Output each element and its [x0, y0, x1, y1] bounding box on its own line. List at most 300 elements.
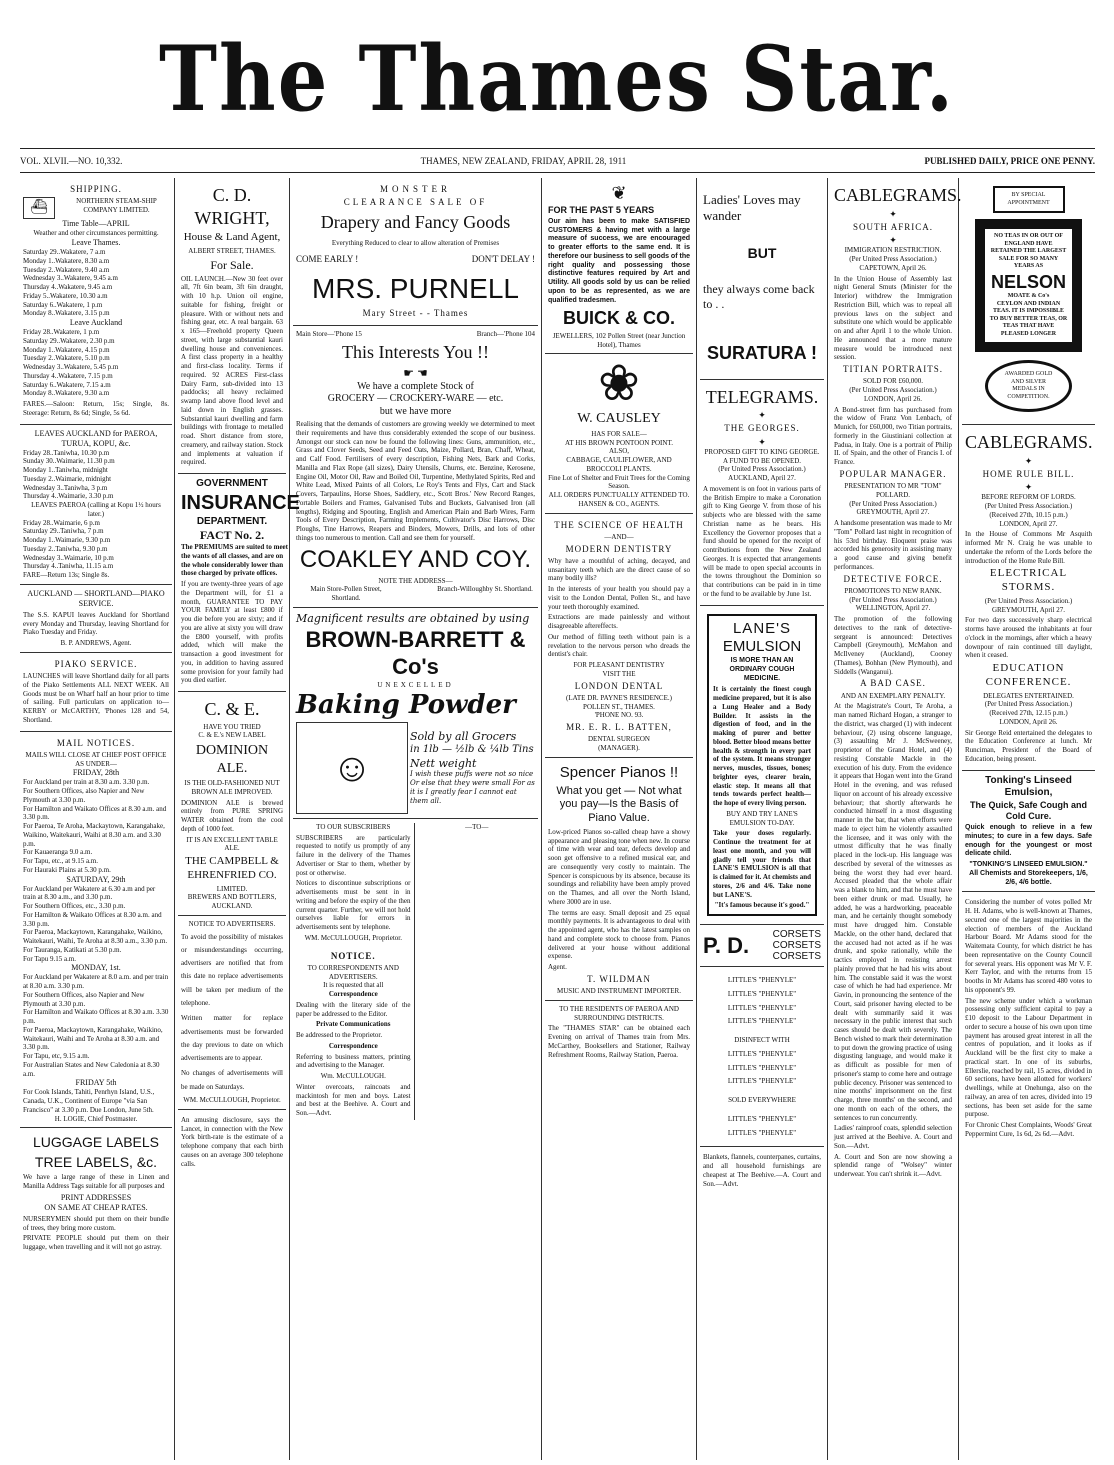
column-agents [178, 178, 300, 1460]
dateline-label: GREYMOUTH, April 27. [856, 508, 930, 517]
body-text: If you are twenty-three years of age the Department will, for £1 a month, GUARANTEE TO PAY YOUR FAMILY at least £800 if you die before you are sixty; and if you are alive at sixty you will draw the £800 yourself, with profits added, which will make the transaction a good investment for you, in addition to having assured some provision for your family had you died earlier. [181, 580, 283, 685]
section-heading: NOTICE TO ADVERTISERS. [188, 919, 276, 928]
subheadline: BEFORE REFORM OF LORDS. [981, 493, 1076, 502]
mail-line: For Tapu, etc, 9.15 a.m. [23, 1052, 90, 1060]
ad-line: LITTLE'S "PHENYLE" [727, 1128, 797, 1137]
ad-subheading: FACT No. 2. [199, 528, 265, 542]
column-cablegrams-2 [962, 178, 1095, 1460]
ad-line: BREWERS AND BOTTLERS, [187, 893, 277, 902]
sailing-time: Monday 1..Taniwha, midnight [23, 466, 108, 474]
day-heading: SATURDAY, 29th [66, 874, 126, 884]
ad-line: UNEXCELLED [377, 680, 454, 689]
ad-line: VISIT THE [602, 669, 636, 678]
body-text: Winter overcoats, raincoats and mackintosh for men and boys. Latest and best at the Beehive. A. Court and Son.—Advt. [296, 1082, 411, 1117]
news-item [178, 1110, 286, 1175]
body-text: Referring to business matters, printing and advertising to the Manager. [296, 1052, 411, 1070]
sailing-time: Saturday 29..Wakatere, 7 a.m [23, 248, 106, 256]
body-text: Our method of filling teeth without pain is a revelation to the nervous person who dreads the dentist's chair. [548, 632, 690, 659]
sailing-time: Sunday 30..Waimarie, 11.30 p.m [23, 457, 115, 466]
sailing-time: Wednesday 3..Wakatere, 5.45 p.m [23, 363, 119, 371]
pd-corsets-ad [700, 925, 824, 967]
divider-icon: ✦ [1024, 455, 1033, 466]
ad-line: PRINT ADDRESSES [60, 1192, 132, 1202]
body-text: Why have a mouthful of aching, decayed, and unsanitary teeth which are the direct cause of so many bodily ills? [548, 556, 690, 583]
body-text: A handsome presentation was made to Mr "Tom" Pollard last night in recognition of his 53rd birthday. Eloquent praise was accorded his generosity in assisting many a good cause and giving benefit performances. [834, 519, 952, 571]
body-text: The S.S. KAPUI leaves Auckland for Shortland every Monday and Thursday, leaving Shortland for Piako Tuesday and Friday. [23, 610, 169, 637]
subheading: LEAVES PAEROA (calling at Kopu 1½ hours later.) [31, 501, 161, 518]
volume-number: VOL. XLVII.—NO. 10,332. [20, 156, 123, 166]
ad-heading: BUICK & CO. [563, 308, 675, 329]
place-date: THAMES, NEW ZEALAND, FRIDAY, APRIL 28, 1911 [420, 156, 627, 166]
ad-heading: Drapery and Fancy Goods [320, 211, 511, 232]
dateline-label: GREYMOUTH, April 27. [991, 605, 1066, 614]
column-separator [541, 178, 542, 1460]
ad-heading: Spencer Pianos !! [559, 763, 679, 781]
dateline-rule [20, 172, 1095, 173]
ad-heading: MR. E. R. L. BATTEN, [566, 722, 672, 732]
column-telegrams [700, 178, 824, 1460]
subheading: Leave Auckland [69, 318, 123, 327]
lanes-emulsion-ad [700, 606, 824, 926]
dateline-label: LONDON, April 26. [999, 717, 1058, 726]
ad-line: 'PHONE NO. 93. [594, 711, 644, 720]
ad-heading: LONDON DENTAL [574, 680, 664, 691]
dominion-ale-ad [178, 692, 286, 916]
ad-line: —AND— [604, 532, 634, 541]
ad-heading: BUT [747, 244, 777, 261]
ad-heading: MRS. PURNELL [312, 273, 519, 304]
ad-line: IS THE OLD-FASHIONED NUT BROWN ALE IMPROVED. [184, 779, 280, 796]
signature: HANSEN & CO., AGENTS. [578, 499, 660, 508]
body-text: Extractions are made painlessly and without disagreeable aftereffects. [548, 613, 690, 630]
ad-line: GOVERNMENT [196, 478, 268, 489]
signature: WM. McCULLOUGH, Proprietor. [183, 1096, 281, 1105]
mail-line: For Kauaeranga 9.0 a.m. [23, 848, 93, 857]
body-text: LAUNCHES will leave Shortland daily for all parts of the Piako Settlements ALL NEXT WEEK. All Goods must be on Wharf half an hour prior to time of sailing. Full particulars on application to—KERBY or McCARTHY, 'Phones 128 and 54, Shortland. [23, 672, 169, 724]
section-heading: SHIPPING. [70, 184, 122, 194]
ad-address: Branch-Willoughby St. Shortland. [437, 585, 533, 594]
ad-line: BUY AND TRY LANE'S EMULSION TO-DAY. [726, 809, 798, 827]
dateline [20, 152, 1095, 170]
sailing-time: Monday 8..Wakatere, 9.30 a.m [23, 389, 110, 398]
attribution: (Per United Press Association.) [849, 255, 937, 263]
column-separator [827, 178, 828, 1460]
subheading: LEAVES AUCKLAND for PAEROA, TURUA, KOPU, &c. [34, 428, 158, 448]
divider-icon: ✦ [889, 235, 897, 245]
ad-heading: Tonking's Linseed Emulsion, [985, 774, 1072, 798]
shortland-service [20, 585, 172, 653]
sailing-time: Tuesday 2..Wakatere, 9.40 a.m [23, 265, 110, 274]
column-shipping [20, 178, 172, 1460]
body-text: Quick enough to relieve in a few minutes; to cure in a few days. Safe enough for the youngest or most delicate child. [965, 824, 1092, 858]
ad-line: ALSO, [608, 447, 630, 456]
ad-line: HAVE YOU TRIED [203, 722, 261, 731]
ad-line: the whole considerably lower than [181, 560, 284, 569]
section-heading: PIAKO SERVICE. [54, 658, 138, 669]
ad-line: LITTLE'S "PHENYLE" [727, 1003, 797, 1012]
section-heading: NOTICE. [330, 950, 376, 961]
plant-illustration-icon: ❀ [598, 355, 640, 412]
ad-heading: BROWN-BARRETT & Co's [305, 626, 526, 679]
timetable-title: Time Table—APRIL [62, 219, 130, 229]
section-heading: MAIL NOTICES. [56, 737, 136, 748]
ad-heading: LUGGAGE LABELS [32, 1134, 160, 1151]
ad-heading: THE SCIENCE OF HEALTH [554, 519, 684, 530]
body-text: Realising that the demands of customers are growing weekly we determined to meet their requirements and have thus considerably extended the scope of our business. Amongst our stock can now be found the following lines: Guns, ammunition, etc., Grass and Clover Seeds, Seed and Feed Oats, Maize, Pollard, Bran, Chaff, Wheat, and Calf Food. Fertilisers of every description, Fishing Nets, Bark and Corks, Manilla and Flax Rope (all sizes), Dairy Utensils, Churns, etc. Benzine, Kerosene, Engine Oil, Motor Oil, Raw and Boiled Oil, Turpentine, Methylated Spirits, Red and White Lead, Mixed Paints of all Colors, Le Roy's Tents and Flys, Cart and Stack Covers, Tarpaulins, Horse Shoes, Saddlery, etc., Scott Bros.' New Record Ranges, Portable Boilers and Frames, Galvanised Tubs and Buckets, Galvanised Iron (all lengths), Ridging and Spouting, English and American Plain and Barb Wires, Farm Tools of Every Description, Farming Implements, Cultivator's Disc Harrows, Disc Ploughs, Tine Harrows, Reapers and Binders, Mowers, Drills, and lots of other things too numerous to mention. Call and see them for yourself. [296, 420, 535, 542]
signature: WM. McCULLOUGH, Proprietor. [304, 933, 402, 942]
nelson-tea-ad [962, 178, 1095, 425]
ad-line: DEPARTMENT. [196, 515, 268, 527]
attribution: (Per United Press Association.) [984, 596, 1073, 605]
medal-badge: AWARDED GOLD AND SILVER MEDALS IN COMPETITION. [985, 360, 1072, 412]
subheading: Correspondence [328, 1041, 378, 1050]
ad-line: AT HIS BROWN PONTOON POINT. [565, 438, 673, 447]
sailing-time: Tuesday 2..Wakatere, 5.10 p.m [23, 354, 110, 363]
section-heading: TELEGRAMS. [705, 386, 819, 407]
sailing-time: Monday 1..Wakatere, 8.30 a.m [23, 256, 110, 265]
ad-address: ALBERT STREET, THAMES. [188, 246, 276, 255]
ad-line: LITTLE'S "PHENYLE" [727, 1077, 797, 1086]
ad-heading: Baking Powder [296, 690, 516, 721]
advertisers-notice [178, 916, 286, 1110]
cablegrams-news [831, 178, 962, 1185]
headline: EDUCATION CONFERENCE. [985, 662, 1072, 688]
ad-line: LITTLE'S "PHENYLE" [727, 989, 797, 998]
ad-line: in 1lb — ½lb & ¼lb Tins [410, 744, 534, 755]
headline: THE GEORGES. [724, 423, 800, 434]
ad-line: LITTLE'S "PHENYLE" [727, 1063, 797, 1072]
sailing-time: Saturday 6..Wakatere, 1 p.m [23, 300, 103, 309]
body-text: PRIVATE PEOPLE should put them on their luggage, when travelling and it will not go astray. [23, 1234, 169, 1251]
shipping-notice [20, 178, 172, 425]
sailing-time: Monday 1..Wakatere, 4.15 p.m [23, 345, 110, 354]
subscriber-notices [293, 819, 538, 1124]
sailing-time: Thursday 4..Waimarie, 3.30 p.m [23, 492, 114, 501]
cablegrams-news-2 [962, 425, 1095, 771]
ad-heading: SURATURA ! [707, 343, 817, 363]
ad-heading: C. D. WRIGHT, [194, 185, 270, 228]
ad-line: CORSETS [772, 940, 821, 951]
body-text: The terms are easy. Small deposit and 25 equal monthly payments. It is advantageous to deal with the appointed agent, who has the latest samples on hand and complete stock to choose from. Pianos delivered at your house without additional expense. [548, 908, 690, 961]
paeroa-service [20, 425, 172, 585]
column-cablegrams [831, 178, 962, 1460]
ad-line: GROCERY — CROCKERY-WARE — etc. [327, 393, 504, 404]
weather-note: Weather and other circumstances permitting. [33, 229, 159, 238]
section-heading: CABLEGRAMS. [965, 432, 1093, 452]
body-text: For two days successively sharp electrical storms have aroused the inhabitants at four o'clock in the mornings, after which a heavy downpour of rain continued till daylight, when it ceased. [965, 616, 1092, 660]
divider-icon: ✦ [758, 436, 766, 447]
phone-number: Branch—'Phone 104 [476, 330, 535, 339]
body-text: Notices to discontinue subscriptions or advertisements must be sent in in writing and before the expiry of the then current quarter. Further, we will not hold ourselves liable for errors in advertisements sent by telephone. [296, 879, 411, 931]
sailing-time: Friday 5..Wakatere, 10.30 a.m [23, 291, 108, 300]
received-time: (Received 27th, 10.15 p.m.) [989, 510, 1068, 519]
ad-line: (LATE DR. PAYNE'S RESIDENCE.) [566, 693, 672, 702]
ad-line: DENTAL SURGEON [588, 735, 650, 744]
mail-line: For Auckland per train at 8.30 a.m. 3.30 p.m. [23, 778, 150, 787]
body-text: The "THAMES STAR" can be obtained each Evening on arrival of Thames train from Mrs. McCarthey, Booksellers and Stationer, Railway Refreshment Rooms, Railway Station, Paeroa. [548, 1024, 690, 1059]
ad-line: It is requested that all [323, 981, 384, 990]
received-time: (Received 27th, 12.15 p.m.) [989, 709, 1068, 717]
body-text: An amusing disclosure, says the Lancet, in connection with the New York birth-rate is the estimate of a telephone company that each birth causes on an average 300 telephone calls. [181, 1115, 283, 1168]
attribution: (Per United Press Association.) [718, 465, 806, 474]
body-text: NURSERYMEN should put them on their bundle of trees, they bring more custom. [23, 1214, 169, 1232]
body-text: SUBSCRIBERS are particularly requested to notify us promptly of any failure in the delivery of the Thames Advertiser or Star to them, whether by post or otherwise. [296, 833, 411, 877]
ad-heading: LANE'S [732, 619, 792, 637]
body-text: Take your doses regularly. Continue the treatment for at least one month, and you will gladly tell your friends that LANE'S EMULSION is all that is claimed for it. At chemists and stores, 2/6 and 4/6. Take none but LANE'S. [713, 829, 811, 899]
ad-line: LITTLE'S "PHENYLE" [727, 1114, 797, 1123]
ad-line: The PREMIUMS are suited to meet [181, 543, 288, 551]
fares: FARE—Return 13s; Single 8s. [23, 571, 110, 579]
body-text: A. Court and Son are now showing a splendid range of "Wolsey" winter underwear. You can't shrink it.—Advt. [834, 1152, 952, 1178]
section-heading: TO OUR SUBSCRIBERS [316, 822, 391, 831]
ad-subheading: What you get — Not what you pay—Is the Basis of Piano Value. [556, 784, 682, 824]
insurance-ad [178, 474, 300, 692]
section-heading: —TO— [465, 822, 489, 831]
mail-line: For Hamilton & Waikato Offices at 8.30 a.m. and 3.30 p.m. [23, 910, 162, 928]
ad-line: CLEARANCE SALE OF [343, 197, 488, 208]
ad-line: (MANAGER). [598, 744, 640, 752]
ad-line: MOATE & Co's [1007, 293, 1050, 299]
subscriber-column [296, 823, 415, 1120]
ad-hand-icon: ☛ ☚ [403, 365, 428, 380]
sailing-time: Saturday 29..Taniwha, 7 p.m [23, 527, 104, 536]
ad-address: JEWELLERS, 102 Pollen Street (near Junction Hotel), Thames [552, 331, 686, 349]
masthead-rule [20, 148, 1095, 149]
ad-line: CABBAGE, CAULIFLOWER, AND BROCCOLI PLANTS. [566, 456, 672, 473]
ad-line: POLLEN ST., THAMES. [583, 702, 655, 711]
sailing-time: Thursday 4..Wakatere, 9.45 a.m [23, 283, 113, 291]
column-separator [174, 178, 175, 1460]
attribution: (Per United Press Association.) [984, 502, 1073, 510]
causley-ad [545, 354, 693, 513]
ad-subheading: For Sale. [210, 257, 254, 272]
subheadline: PRESENTATION TO MR "TOM" POLLARD. [844, 482, 942, 499]
mail-line: For Auckland per Wakatere at 6.30 a.m and per train at 8.30 a.m., and 3.30 p.m. [23, 884, 156, 902]
ad-line: the wants of all classes, and are on [181, 551, 284, 560]
ad-line: Magnificent results are obtained by using [296, 611, 530, 625]
ad-heading: EMULSION [722, 638, 802, 656]
subheading: Private Communications [316, 1020, 391, 1029]
body-text: It is certainly the finest cough medicine prepared, but it is also a Lung Healer and a Body Builder. It assists in the digestion of food, and in the making of purer and better blood. Better blood means better health & strength in every part of the system. It means stronger nerves, muscles, tissues, bones; brighter eyes, clearer brain, elastic step. It means all that tends towards perfect health—the hope of every living person. [713, 685, 811, 807]
divider-icon: ✦ [889, 208, 897, 219]
body-text: DOMINION ALE is brewed entirely from PURE SPRING WATER obtained from the cool depth of 1000 feet. [181, 798, 283, 833]
phenyle-ad [700, 967, 824, 1147]
suratura-ad [700, 178, 824, 380]
cook-illustration-icon: ☺ [296, 722, 408, 814]
sailing-time: Thursday 4..Taniwha, 11.15 a.m [23, 562, 114, 571]
dateline-label: AUCKLAND, April 27. [728, 474, 796, 482]
mail-line: For Hauraki Plains at 5.30 p.m. [23, 865, 111, 874]
dateline-label: LONDON, April 26. [864, 394, 922, 403]
sailing-time: Friday 28..Waimarie, 6 p.m [23, 518, 101, 527]
subheadline: A FUND TO BE OPENED. [722, 456, 802, 465]
beehive-ad [700, 1147, 824, 1194]
body-text: Be addressed to the Proprietor. [296, 1031, 383, 1039]
body-text: A Bond-street firm has purchased from the widow of Franz Von Lenbach, of Munich, for £60,000, two Titian portraits, formerly in the Giustiniani collection at Padua, in Italy. One is a portrait of Philip II. of Spain, and the other of Francis I. of France. [834, 405, 952, 466]
ad-line: SOLD EVERYWHERE [728, 1096, 796, 1104]
headline: A BAD CASE. [860, 678, 926, 689]
ad-line: Ladies' Loves may wander [703, 192, 801, 224]
body-text: A movement is on foot in various parts of the British Empire to make a Coronation gift to King George V. from those of his subjects who are blessed with the same Christian name as he bears. His Excellency the Governor proposes that a fund should be opened for the receipt of contributions from the New Zealand Georges. It is expected that arrangements will be made to open special accounts in the towns throughout the Dominion so that contributions can be paid in in time or the fund to be available by June 1st. [703, 484, 821, 598]
ad-line: ALL ORDERS PUNCTUALLY ATTENDED TO. [548, 491, 690, 499]
body-text: The promotion of the following detectives to the rank of detective-sergeant is announced: Detectives Campbell (Greymouth), McMahon and McIlveney (Auckland), Cooney (Thames), Bohhan (New Plymouth), and Siddells (Wanganui). [834, 615, 952, 676]
ad-line: MONSTER [379, 184, 451, 194]
wright-ad [178, 178, 286, 474]
signature: Wm. McCULLOUGH. [320, 1072, 386, 1080]
body-text: In the interests of your health you should pay a visit to the London Dental, Pollen St., and have your teeth thoroughly examined. [548, 585, 690, 611]
ad-line: NOTE THE ADDRESS— [378, 576, 453, 585]
divider-icon: ✦ [1024, 482, 1033, 492]
body-text: Sir George Reid entertained the delegates to the Education Conference at lunch. Mr Runciman, President of the Board of Education, being present. [965, 728, 1092, 763]
ad-line: "TONKING'S LINSEED EMULSION." [969, 861, 1088, 868]
paeroa-residents-notice [545, 1001, 693, 1066]
body-text: Dealing with the literary side of the paper be addressed to the Editor. [296, 1000, 411, 1018]
local-news [962, 892, 1095, 1144]
subheadline: PROMOTIONS TO NEW RANK. [844, 586, 942, 595]
sailing-time: Wednesday 3..Taniwha, 3 p.m [23, 483, 108, 492]
buick-ad [545, 178, 693, 354]
column-separator [696, 178, 697, 1460]
signature: H. LOGIE, Chief Postmaster. [54, 1114, 138, 1123]
ad-line: LIMITED. [216, 884, 248, 893]
sailing-time: Thursday 4..Wakatere, 7.15 p.m [23, 371, 113, 380]
dateline-label: WELLINGTON, April 27. [855, 604, 931, 613]
appointment-badge: BY SPECIAL APPOINTMENT [993, 186, 1065, 213]
mail-line: For Southern Offices, also Napier and New Plymouth at 3.30 p.m. [23, 990, 145, 1008]
column-separator [289, 178, 290, 1460]
mail-line: For Tapu, etc., at 9.15 a.m. [23, 857, 99, 865]
ad-heading: COAKLEY AND COY. [299, 545, 532, 573]
phone-number: Main Store—'Phone 15 [296, 330, 362, 339]
mail-line: For Paeroa, Te Aroha, Mackaytown, Karangahake, Waikino, Waitekauri, Waihi at 8.30 a.m. and 3.30 p.m. [23, 822, 165, 848]
attribution: (Per United Press Association.) [849, 595, 937, 604]
ad-line: Nett weight [410, 756, 477, 770]
mail-line: For Hamilton and Waikato Offices at 8.30 a.m. 3.30 p.m. [23, 1008, 169, 1025]
ad-line: We have a complete Stock of [357, 380, 474, 392]
mail-line: For Paeroa, Mackaytown, Karangahake, Waikino, Waitekauri, Waihi and Te Aroha at 8.30 a.m. and 3.30 p.m. [23, 1025, 163, 1052]
ad-line: FOR PLEASANT DENTISTRY [573, 661, 665, 669]
ad-heading: INSURANCE [181, 491, 300, 514]
ad-line: CEYLON AND INDIAN TEAS. IT IS IMPOSSIBLE TO BUY BETTER TEAS, OR TEAS THAT HAVE PLEASED LONGER [989, 300, 1068, 337]
mail-line: For Auckland per Wakatere at 8.0 a.m. and per train at 8.30 a.m. 3.30 p.m. [23, 973, 169, 990]
body-text: No changes of advertisements will be made on Saturdays. [181, 1069, 283, 1091]
sailing-time: Tuesday 2..Taniwha, 9.30 p.m [23, 544, 108, 553]
subheading: Correspondence [328, 990, 378, 998]
ad-line: LITTLE'S "PHENYLE" [727, 1017, 797, 1026]
body-text: Written matter for replace advertisements must be forwarded the day previous to date on which advertisements are to appear. [181, 1014, 283, 1063]
subheadline: AND AN EXEMPLARY PENALTY. [840, 691, 946, 700]
sailing-time: Saturday 29..Wakatere, 2.30 p.m [23, 336, 115, 345]
body-text: To avoid the possibility of mistakes or misunderstandings occurring, advertisers are notified that from this date no replace advertisements will be taken per medium of the telephone. [181, 932, 283, 1007]
ad-line: LITTLE'S "PHENYLE" [727, 976, 797, 984]
subheading: AUCKLAND — SHORTLAND—PIAKO SERVICE. [27, 588, 165, 608]
ad-line: CORSETS [772, 929, 821, 940]
signature: B. P. ANDREWS, Agent. [60, 639, 132, 647]
ad-line: NO TEAS IN OR OUT OF ENGLAND HAVE RETAINED THE LARGEST SALE FOR SO MANY YEARS AS [990, 233, 1067, 269]
sailing-time: Friday 28..Taniwha, 10.30 p.m [23, 448, 110, 457]
body-text: Low-priced Pianos so-called cheap have a showy appearance and pleasing tone when new. In course of time with wear and tear, defects develop and soon get offensive to a refined musical ear, and are consequently very costly to maintain. The Spencer is conspicuous by its absence, because its soundings and reliability have been amply proved on the Thames, and all over the North Island, where 3000 are in use. [548, 827, 690, 906]
body-text: OIL LAUNCH.—New 30 feet over all, 7ft 6in beam, 3ft 6in draught, with 10 h.p. Union oil engine, suitable for fishing, freight or pleasure. With or without nets and fishing gear, etc. A real bargain. 63 x 165—Freehold property Queen street, with large substantial kauri dwelling house and conveniences. A first class property in a healthy and first-class locality. Terms if required. 92 ACRES First-class Dairy Farm, sub-divided into 13 paddocks; all heavy reclaimed swamp land above flood level and laid down in English grasses. Substantial kauri dwelling and farm buildings with frontage to metalled road. Short distance from store, creamery, and railway station. Stock and implements at valuation if required. [181, 274, 283, 467]
ad-line: C. & E.'s NEW LABEL [198, 731, 266, 740]
baking-powder-ad [293, 608, 538, 819]
sailing-time: Monday 1..Waimarie, 9.30 p.m [23, 536, 111, 544]
ad-verse: I wish these puffs were not so nice Or else that they were small For as it is I greatly fear I cannot eat them all. [410, 770, 535, 805]
company-name: NORTHERN STEAM-SHIP COMPANY LIMITED. [76, 197, 157, 214]
ad-subheading: IS MORE THAN AN ORDINARY COUGH MEDICINE. [729, 657, 795, 682]
tonking-ad [962, 771, 1095, 893]
steamship-icon: ⛴ [23, 197, 55, 219]
ad-heading: This Interests You !! [342, 342, 489, 362]
body-text: The new scheme under which a workman possessing only sufficient capital to pay a £10 deposit to the Labour Department in order to secure a house of his own upon time payment has aroused great interest in all the centres of population, and it looks as if Auckland will be the first city to make a practical start. In one of its suburbs, Ellerslie, reached by rail, 15 acres, divided in 60 sections, have been allotted for workers' dwellings, while at Onehunga, also on the railway, an area of ten acres, divided into 19 sections, has been set aside for the same purpose. [965, 996, 1092, 1119]
body-text: In the Union House of Assembly last night General Smuts (Minister for the Interior) withdrew the Immigration Restriction Bill, which was to repeal all previous laws on the subject and substitute one which would be applicable on and after April 1 to the whole Union. He announced that a more mature measure would be introduced next session. [834, 274, 952, 362]
headline: TITIAN PORTRAITS. [843, 364, 943, 374]
ad-line: they always come back to . . [703, 282, 815, 311]
sailing-time: Friday 28..Wakatere, 1 p.m [23, 328, 100, 336]
attribution: (Per United Press Association.) [849, 499, 937, 508]
mail-line: For Tauranga, Katikati at 5.30 p.m. [23, 945, 122, 954]
ad-line: Everything Reduced to clear to allow alteration of Premises [331, 239, 500, 247]
body-text: Ladies' rainproof coats, splendid selection just arrived at the Beehive. A. Court and Son.—Advt. [834, 1124, 952, 1150]
ad-line: "It's famous because it's good." [714, 901, 810, 910]
ad-subheading: House & Land Agent, [183, 231, 281, 243]
subheading: TO CORRESPONDENTS AND ADVERTISERS. [307, 963, 399, 981]
ad-heading: W. CAUSLEY [577, 411, 661, 427]
ad-line: MUSIC AND INSTRUMENT IMPORTER. [557, 987, 681, 995]
mail-line: For Hamilton and Waikato Offices at 8.30 a.m. and 3.30 p.m. [23, 804, 167, 822]
ad-address: Mary Street - - Thames [362, 308, 469, 318]
subheading: Leave Thames. [71, 238, 121, 247]
ad-heading: TREE LABELS, &c. [34, 1153, 158, 1170]
piako-service [20, 653, 172, 732]
publication-info: PUBLISHED DAILY, PRICE ONE PENNY. [924, 156, 1095, 166]
coakley-ad [293, 326, 538, 608]
masthead [0, 0, 1114, 145]
body-text: For Chronic Chest Complaints, Woods' Great Peppermint Cure, 1s 6d, 2s 6d.—Advt. [965, 1121, 1092, 1138]
headline: DETECTIVE FORCE. [843, 573, 943, 584]
ad-line: but we have more [379, 405, 452, 417]
ad-line: those charged by private offices. [181, 569, 278, 578]
ad-line: IT IS AN EXCELLENT TABLE ALE. [186, 835, 278, 853]
printing-column [419, 823, 535, 1120]
day-heading: FRIDAY 5th [75, 1078, 117, 1088]
purnell-ad [293, 178, 538, 326]
sailing-time: Wednesday 3..Wakatere, 9.45 a.m [23, 274, 118, 283]
ad-heading: FOR THE PAST 5 YEARS [548, 204, 655, 215]
headline: ELECTRICAL STORMS. [989, 567, 1068, 593]
mail-line: For Cook Islands, Tahiti, Penrhyn Island, U.S., Canada, U.K., Continent of Europe "via San Francisco" at 3.30 p.m. Due London, June 5th. [23, 1088, 155, 1114]
ad-line: DISINFECT WITH [734, 1036, 790, 1044]
ad-line: DON'T DELAY ! [471, 253, 535, 264]
headline: SOUTH AFRICA. [852, 221, 933, 232]
mail-line: For Australian States and New Caledonia at 8.30 a.m. [23, 1060, 160, 1078]
ad-heading: P. D. [703, 932, 750, 958]
telegrams-news [700, 380, 824, 606]
mail-line: For Paeroa, Mackaytown, Karangahake, Waikino, Waitekauri, Waihi, Te Aroha at 8.30 a.m., 3.30 p.m. [23, 928, 168, 945]
subheadline: DELEGATES ENTERTAINED. [983, 691, 1074, 700]
ad-heading: MODERN DENTISTRY [565, 543, 673, 554]
column-drapery [293, 178, 538, 1460]
body-text: Our aim has been to make SATISFIED CUSTOMERS & having met with a large measure of success, we are encouraged to greater efforts to the same end. It is therefore our business to sell goods of the right quality and possessing those distinctive features required by Art and Utility. All goods sold by us can be relied upon to be as represented, as we are qualified tradesmen. [548, 217, 690, 304]
subheadline: PROPOSED GIFT TO KING GEORGE. [704, 447, 820, 456]
body-text: We have a large range of these in Linen and Manilla Address Tags suitable for all purposes and [23, 1173, 169, 1190]
mail-line: For Southern Offices, also Napier and New Plymouth at 3.30 p.m. [23, 787, 145, 804]
mail-notices [20, 732, 172, 1129]
dateline-label: LONDON, April 27. [999, 519, 1058, 528]
ad-address: Main Store-Pollen Street, Shortland. [310, 585, 382, 602]
fares: FARES.—Saloon: Return, 15s; Single, 8s. Steerage: Return, 8s 6d; Single, 5s 6d. [23, 400, 169, 417]
ad-line: CORSETS [772, 951, 821, 962]
newspaper-title: The Thames Star. [158, 26, 956, 132]
